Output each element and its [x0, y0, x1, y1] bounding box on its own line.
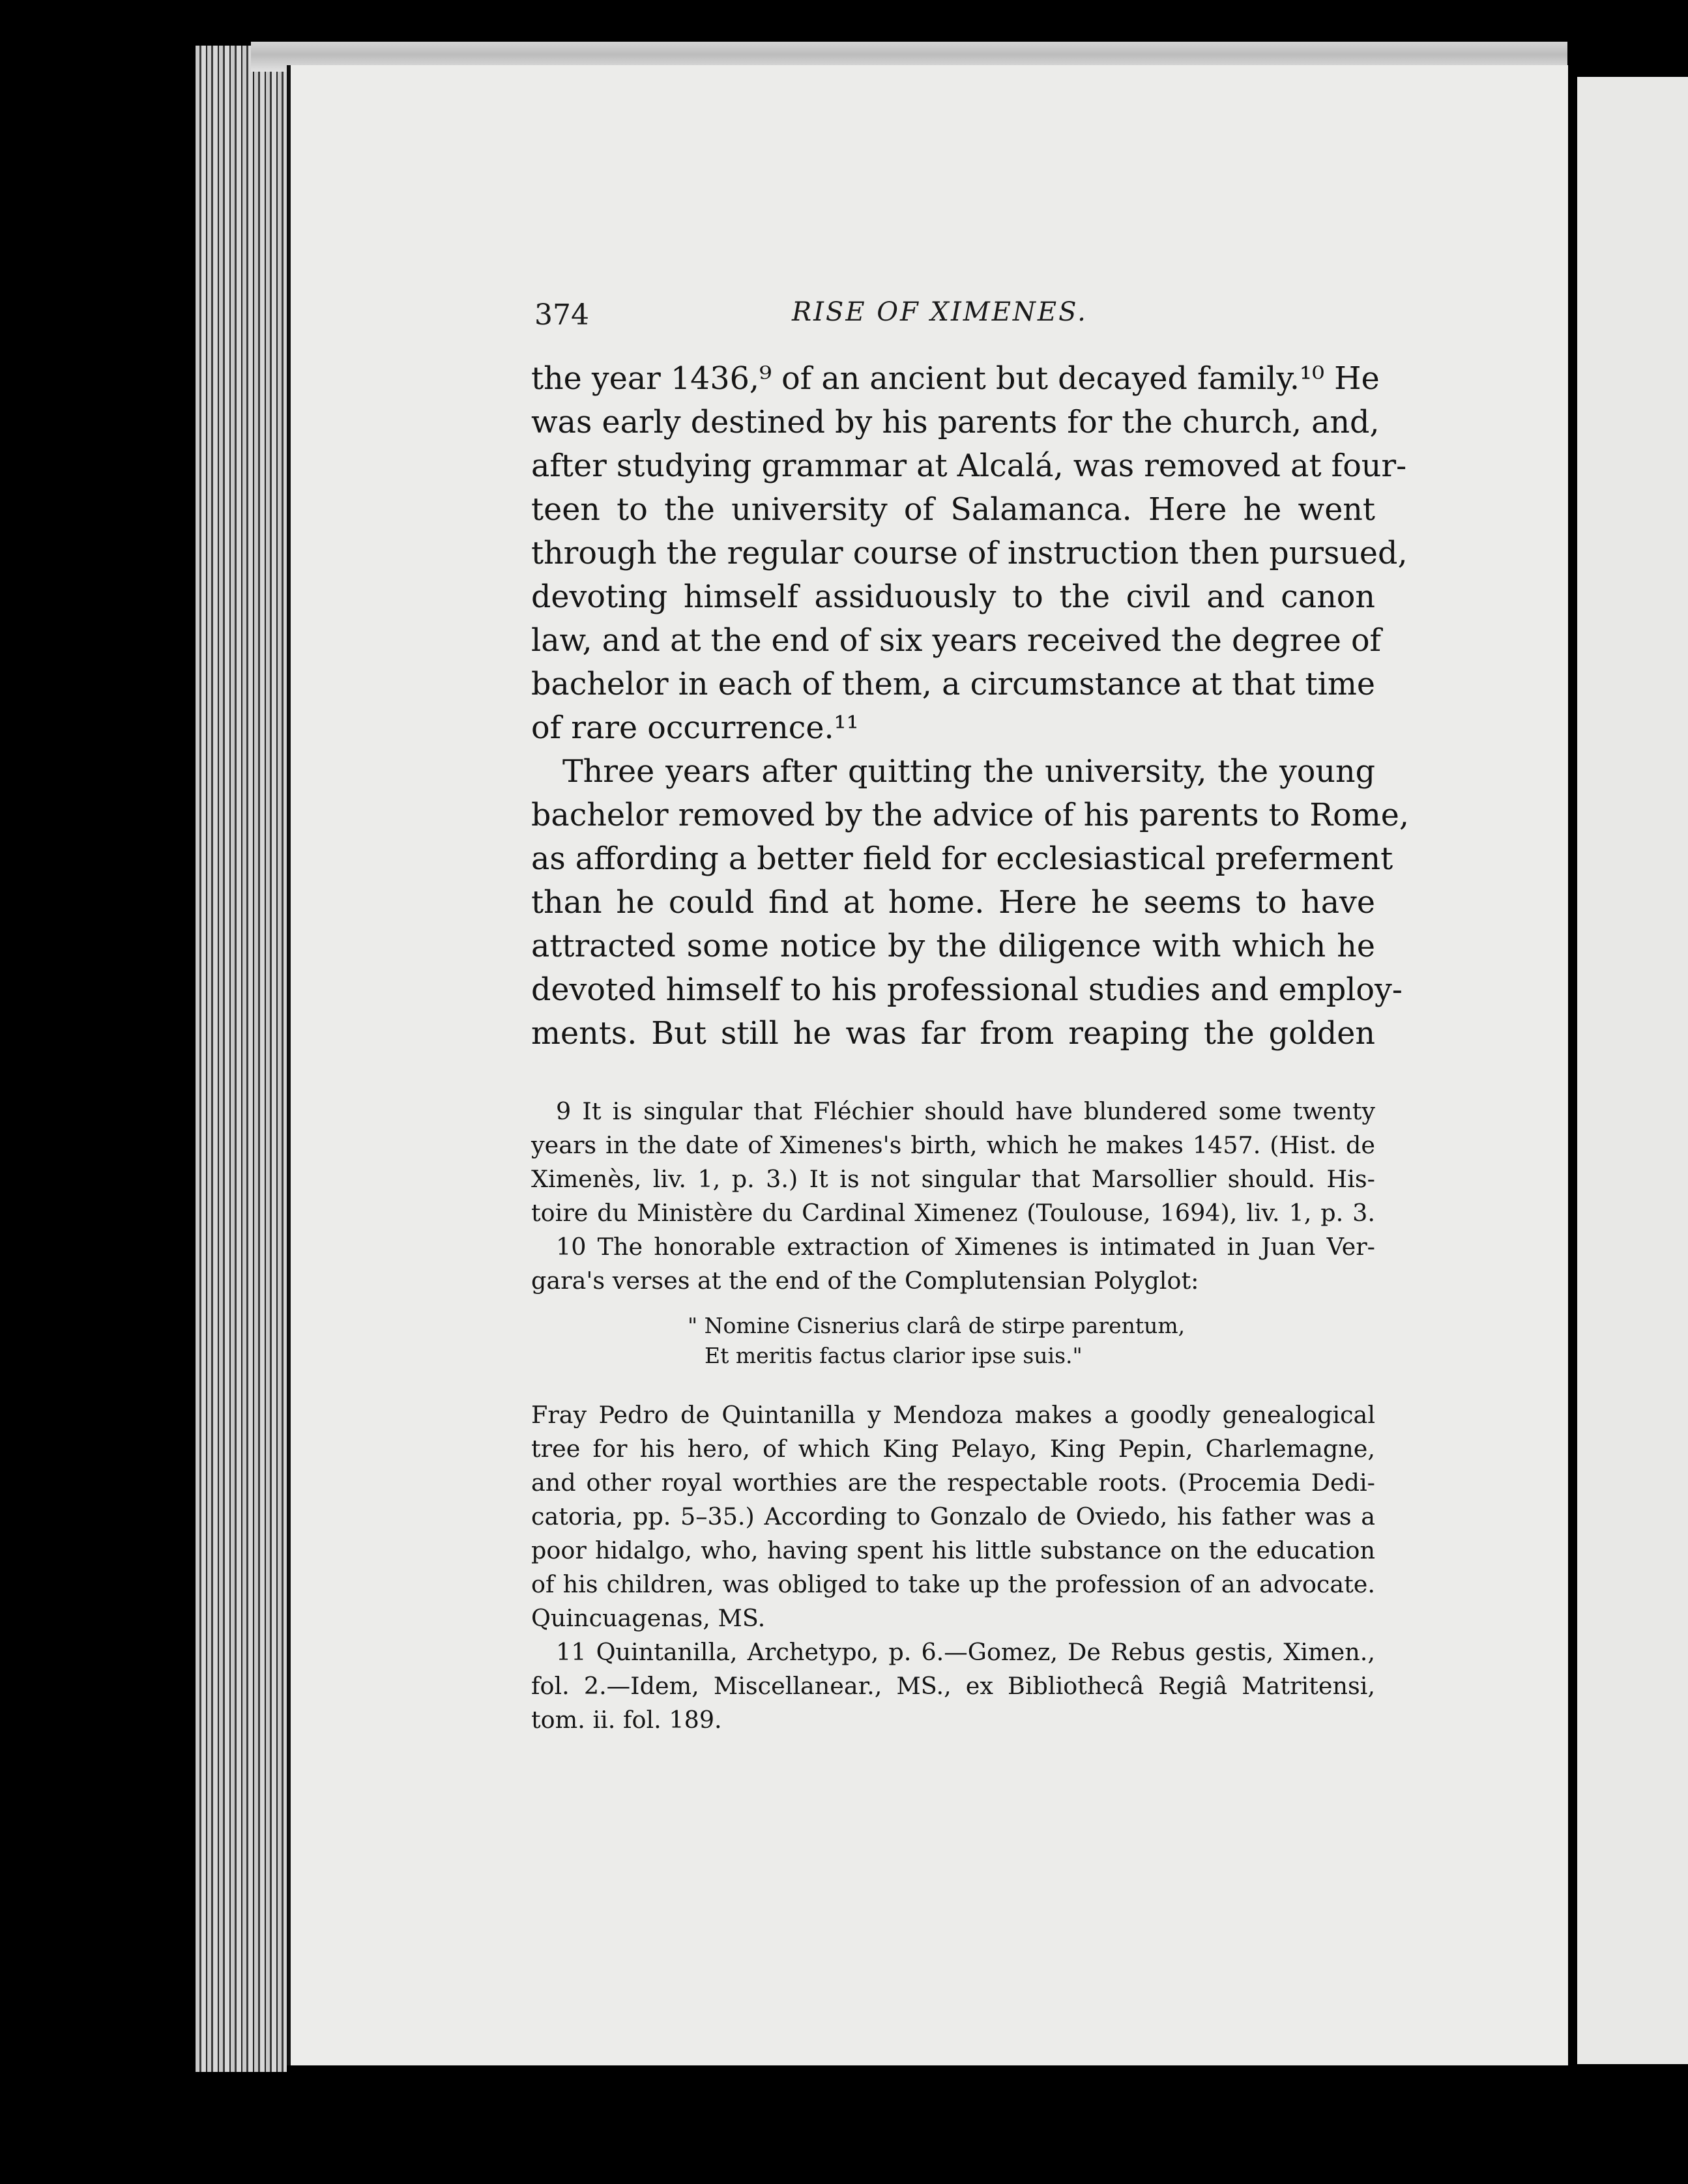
- facing-page: [1577, 77, 1688, 2064]
- footnote-9-line: 9 It is singular that Fléchier should have blundered some twenty: [556, 1097, 1375, 1125]
- body-line: bachelor in each of them, a circumstance at that time: [531, 667, 1375, 702]
- body-line: attracted some notice by the diligence with which he: [531, 928, 1375, 964]
- footnote-11-line: 11 Quintanilla, Archetypo, p. 6.—Gomez, De Rebus gestis, Ximen.,: [556, 1638, 1375, 1666]
- body-line: devoted himself to his professional studies and employ-: [531, 972, 1403, 1008]
- footnote-9-line: Ximenès, liv. 1, p. 3.) It is not singular that Marsollier should. His-: [531, 1165, 1375, 1193]
- footnote-10-line: Quincuagenas, MS.: [531, 1604, 766, 1632]
- body-text: [531, 357, 1409, 1056]
- footnote-10-line: and other royal worthies are the respectable roots. (Procemia Dedi-: [531, 1469, 1375, 1497]
- footnote-11-line: tom. ii. fol. 189.: [531, 1706, 722, 1734]
- body-line: Three years after quitting the university, the young: [562, 754, 1375, 790]
- body-line: was early destined by his parents for the church, and,: [531, 405, 1380, 440]
- verse-line: " Nomine Cisnerius clarâ de stirpe parentum,: [688, 1313, 1186, 1338]
- footnote-9-line: toire du Ministère du Cardinal Ximenez (Toulouse, 1694), liv. 1, p. 3.: [531, 1199, 1375, 1227]
- body-line: as affording a better field for ecclesiastical preferment: [531, 841, 1393, 877]
- verse-line: Et meritis factus clarior ipse suis.": [705, 1343, 1083, 1368]
- body-line: through the regular course of instruction then pursued,: [531, 536, 1408, 571]
- footnote-11-line: fol. 2.—Idem, Miscellanear., MS., ex Bibliothecâ Regiâ Matritensi,: [531, 1672, 1375, 1700]
- footnote-10-line: Fray Pedro de Quintanilla y Mendoza makes a goodly genealogical: [531, 1401, 1375, 1429]
- body-line: teen to the university of Salamanca. Here he went: [531, 492, 1375, 528]
- footnote-10-line: catoria, pp. 5–35.) According to Gonzalo de Oviedo, his father was a: [531, 1502, 1375, 1530]
- footnote-10-line: poor hidalgo, who, having spent his little substance on the education: [531, 1536, 1375, 1564]
- footnote-10-line: tree for his hero, of which King Pelayo, King Pepin, Charlemagne,: [531, 1435, 1375, 1463]
- footnote-9-line: years in the date of Ximenes's birth, which he makes 1457. (Hist. de: [531, 1131, 1375, 1159]
- footnote-10-line: of his children, was obliged to take up the profession of an advocate.: [531, 1570, 1375, 1598]
- book-page-edges: [196, 46, 287, 2072]
- body-line: the year 1436,⁹ of an ancient but decayed family.¹⁰ He: [531, 361, 1380, 397]
- body-line: after studying grammar at Alcalá, was removed at four-: [531, 448, 1407, 484]
- verse-quote: [531, 1311, 1375, 1371]
- body-line: than he could find at home. Here he seems to have: [531, 885, 1375, 921]
- page-number: 374: [534, 298, 589, 332]
- footnotes: [531, 1095, 1375, 1737]
- body-line: devoting himself assiduously to the civil and canon: [531, 579, 1375, 615]
- body-line: law, and at the end of six years received the degree of: [531, 623, 1382, 659]
- page-header: [534, 292, 1375, 338]
- footnote-10-line: gara's verses at the end of the Complutensian Polyglot:: [531, 1267, 1199, 1295]
- running-title: RISE OF XIMENES.: [792, 297, 1088, 327]
- footnote-10-line: 10 The honorable extraction of Ximenes is intimated in Juan Ver-: [556, 1233, 1375, 1261]
- body-line: bachelor removed by the advice of his parents to Rome,: [531, 797, 1409, 833]
- body-line: ments. But still he was far from reaping the golden: [531, 1016, 1375, 1052]
- body-line: of rare occurrence.¹¹: [531, 710, 859, 746]
